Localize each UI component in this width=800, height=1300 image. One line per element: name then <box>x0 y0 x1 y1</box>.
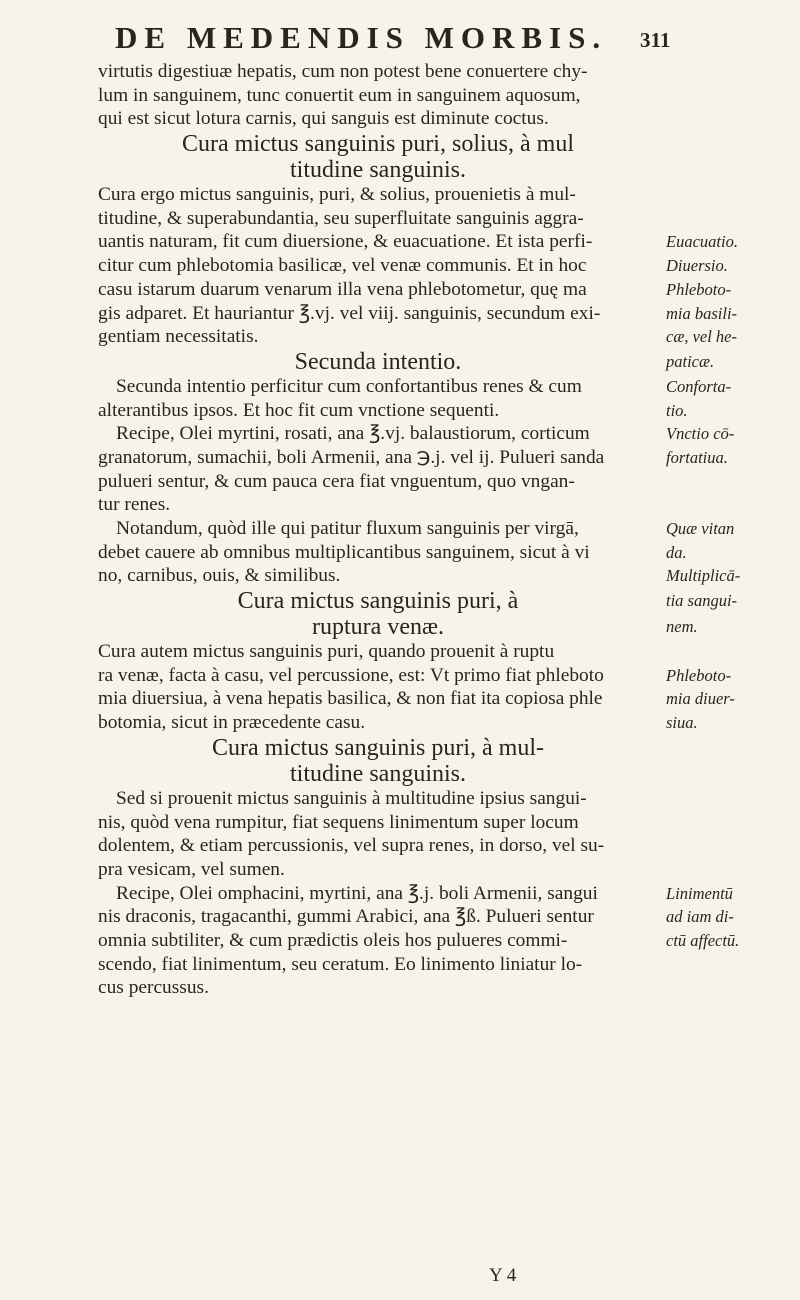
body-text: citur cum phlebotomia basilicæ, vel venæ communis. Et in hoc <box>98 255 587 277</box>
section-heading: ruptura venæ. <box>312 614 444 641</box>
section-heading: Secunda intentio. <box>294 348 462 375</box>
text-line <box>98 422 758 446</box>
text-line <box>98 60 758 84</box>
margin-note: ctū affectū. <box>666 930 740 950</box>
margin-note: da. <box>666 542 687 562</box>
text-line <box>98 976 758 1000</box>
text-line <box>98 858 758 882</box>
body-text: gis adparet. Et hauriantur ℥.vj. vel viij. sanguinis, secundum exi- <box>98 302 601 324</box>
text-line <box>98 107 758 131</box>
text-line <box>98 302 758 326</box>
text-line <box>98 929 758 953</box>
page-body <box>98 60 758 1000</box>
body-text: mia diuersiua, à vena hepatis basilica, & non fiat ita copiosa phle <box>98 688 603 710</box>
text-line <box>98 470 758 494</box>
body-text: gentiam necessitatis. <box>98 326 259 348</box>
body-text: dolentem, & etiam percussionis, vel supra renes, in dorso, vel su- <box>98 835 605 857</box>
text-line <box>98 517 758 541</box>
margin-note: mia basili- <box>666 303 738 323</box>
text-line <box>98 375 758 399</box>
section-heading-line <box>98 614 758 640</box>
section-heading: Cura mictus sanguinis puri, à mul- <box>212 734 544 761</box>
margin-note: Phleboto- <box>666 279 732 299</box>
margin-note: Phleboto- <box>666 665 732 685</box>
body-text: Cura ergo mictus sanguinis, puri, & solius, prouenietis à mul- <box>98 184 576 206</box>
body-text: qui est sicut lotura carnis, qui sanguis est diminute coctus. <box>98 108 549 130</box>
text-line <box>98 811 758 835</box>
body-text: casu istarum duarum venarum illa vena phlebotometur, quę ma <box>98 278 587 300</box>
margin-note: Diuersio. <box>666 256 728 276</box>
body-text: lum in sanguinem, tunc conuertit eum in sanguinem aquosum, <box>98 84 581 106</box>
margin-note: paticæ. <box>666 351 715 371</box>
running-head: DE MEDENDIS MORBIS. <box>115 20 608 55</box>
text-line <box>98 207 758 231</box>
text-line <box>98 254 758 278</box>
body-text: Cura autem mictus sanguinis puri, quando prouenit à ruptu <box>98 641 555 663</box>
margin-note: tio. <box>666 400 688 420</box>
text-line <box>98 953 758 977</box>
text-line <box>98 882 758 906</box>
section-heading: Cura mictus sanguinis puri, solius, à mul <box>182 131 574 158</box>
margin-note: siua. <box>666 713 698 733</box>
margin-note: nem. <box>666 617 698 637</box>
margin-note: Vnctio cō- <box>666 424 735 444</box>
body-text: pra vesicam, vel sumen. <box>98 858 285 880</box>
text-line <box>98 834 758 858</box>
body-text: no, carnibus, ouis, & similibus. <box>98 565 341 587</box>
text-line <box>98 84 758 108</box>
text-line <box>98 640 758 664</box>
body-text: botomia, sicut in præcedente casu. <box>98 712 366 734</box>
section-heading-line <box>98 735 758 761</box>
body-text: nis, quòd vena rumpitur, fiat sequens linimentum super locum <box>98 811 579 833</box>
text-line <box>98 493 758 517</box>
body-text: nis draconis, tragacanthi, gummi Arabici, ana ℥ß. Pulueri sentur <box>98 906 594 928</box>
body-text: Sed si prouenit mictus sanguinis à multitudine ipsius sangui- <box>116 787 587 809</box>
margin-note: Multiplicā- <box>666 566 741 586</box>
section-heading: titudine sanguinis. <box>290 157 466 184</box>
section-heading: Cura mictus sanguinis puri, à <box>237 588 519 615</box>
body-text: Recipe, Olei myrtini, rosati, ana ℥.vj. balaustiorum, corticum <box>116 423 590 445</box>
section-heading: titudine sanguinis. <box>290 760 466 787</box>
margin-note: fortatiua. <box>666 447 728 467</box>
page-header <box>0 18 800 58</box>
text-line <box>98 325 758 349</box>
body-text: Recipe, Olei omphacini, myrtini, ana ℥.j. boli Armenii, sangui <box>116 882 598 904</box>
margin-note: tia sangui- <box>666 591 738 611</box>
text-line <box>98 564 758 588</box>
section-heading-line <box>98 349 758 375</box>
margin-note: Linimentū <box>666 883 733 903</box>
section-heading-line <box>98 157 758 183</box>
margin-note: Euacuatio. <box>666 232 738 252</box>
body-text: titudine, & superabundantia, seu superfluitate sanguinis aggra- <box>98 207 584 229</box>
text-line <box>98 230 758 254</box>
section-heading-line <box>98 761 758 787</box>
text-line <box>98 183 758 207</box>
text-line <box>98 541 758 565</box>
text-line <box>98 905 758 929</box>
text-line <box>98 664 758 688</box>
text-line <box>98 787 758 811</box>
margin-note: mia diuer- <box>666 689 735 709</box>
body-text: debet cauere ab omnibus multiplicantibus sanguinem, sicut à vi <box>98 541 590 563</box>
text-line <box>98 278 758 302</box>
margin-note: ad iam di- <box>666 907 734 927</box>
body-text: alterantibus ipsos. Et hoc fit cum vnctione sequenti. <box>98 399 500 421</box>
margin-note: cæ, vel he- <box>666 327 738 347</box>
body-text: Secunda intentio perficitur cum confortantibus renes & cum <box>116 375 582 397</box>
body-text: granatorum, sumachii, boli Armenii, ana ℈.j. vel ij. Pulueri sanda <box>98 446 605 468</box>
text-line <box>98 399 758 423</box>
body-text: cus percussus. <box>98 977 209 999</box>
page-number: 311 <box>640 28 671 52</box>
text-line <box>98 446 758 470</box>
text-line <box>98 711 758 735</box>
body-text: uantis naturam, fit cum diuersione, & euacuatione. Et ista perfi- <box>98 231 593 253</box>
body-text: ra venæ, facta à casu, vel percussione, est: Vt primo fiat phleboto <box>98 664 604 686</box>
margin-note: Quæ vitan <box>666 519 735 538</box>
section-heading-line <box>98 588 758 614</box>
body-text: scendo, fiat linimentum, seu ceratum. Eo linimento liniatur lo- <box>98 953 583 975</box>
section-heading-line <box>98 131 758 157</box>
body-text: pulueri sentur, & cum pauca cera fiat vnguentum, quo vngan- <box>98 470 575 492</box>
body-text: Notandum, quòd ille qui patitur fluxum sanguinis per virgā, <box>116 518 579 539</box>
text-line <box>98 687 758 711</box>
body-text: omnia subtiliter, & cum prædictis oleis hos pulueres commi- <box>98 929 568 951</box>
margin-note: Conforta- <box>666 376 732 396</box>
catchword: Y 4 <box>489 1265 517 1286</box>
body-text: tur renes. <box>98 494 171 516</box>
body-text: virtutis digestiuæ hepatis, cum non potest bene conuertere chy- <box>98 61 588 82</box>
